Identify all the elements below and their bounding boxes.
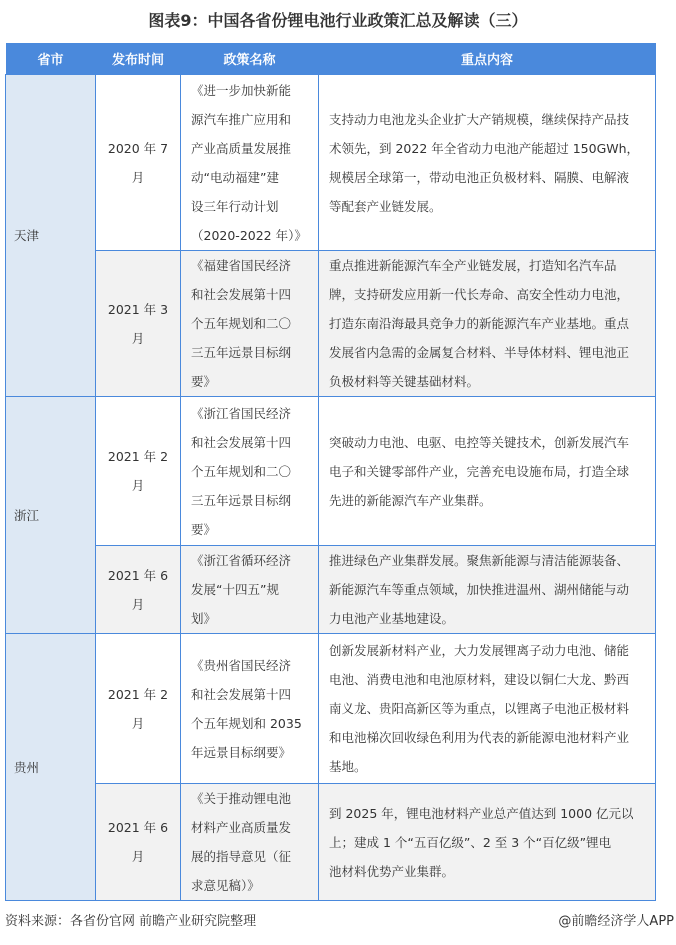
policy-name-cell: 《浙江省国民经济 和社会发展第十四 个五年规划和二〇 三五年远景目标纲 要》 [181,397,319,546]
header-policy-name: 政策名称 [181,43,319,75]
province-cell: 天津 [6,75,96,397]
table-row [6,634,656,784]
content-cell: 创新发展新材料产业，大力发展锂离子动力电池、储能 电池、消费电池和电池原材料，建设以铜仁大龙、黔西 南义龙、贵阳高新区等为重点，以锂离子电池正极材料 和电池梯次回收绿色利用为代表的新能源电池材料产业 基地。 [319,634,656,784]
province-cell: 贵州 [6,634,96,901]
table-row [6,397,656,546]
date-cell: 2021 年 3 月 [96,251,181,397]
header-content: 重点内容 [319,43,656,75]
content-cell: 重点推进新能源汽车全产业链发展，打造知名汽车品 牌，支持研发应用新一代长寿命、高安全性动力电池， 打造东南沿海最具竞争力的新能源汽车产业基地。重点 发展省内急需的金属复合材料、半导体材料、锂电池正 负极材料等关键基础材料。 [319,251,656,397]
content-cell: 到 2025 年，锂电池材料产业总产值达到 1000 亿元以 上；建成 1 个“五百亿级”、2 至 3 个“百亿级”锂电 池材料优势产业集群。 [319,784,656,901]
date-cell: 2021 年 2 月 [96,634,181,784]
policy-table [5,43,656,901]
source-note: 资料来源：各省份官网 前瞻产业研究院整理 [5,914,257,929]
header-date: 发布时间 [96,43,181,75]
table-row [6,251,656,397]
table-row [6,75,656,251]
policy-name-cell: 《关于推动锂电池 材料产业高质量发 展的指导意见（征 求意见稿）》 [181,784,319,901]
policy-name-cell: 《贵州省国民经济 和社会发展第十四 个五年规划和 2035 年远景目标纲要》 [181,634,319,784]
table-header [6,43,656,75]
date-cell: 2021 年 6 月 [96,784,181,901]
date-cell: 2021 年 6 月 [96,546,181,634]
header-province: 省市 [6,43,96,75]
credit-watermark: @前瞻经济学人APP [558,914,674,929]
date-cell: 2020 年 7 月 [96,75,181,251]
policy-name-cell: 《浙江省循环经济 发展“十四五”规 划》 [181,546,319,634]
content-cell: 突破动力电池、电驱、电控等关键技术，创新发展汽车 电子和关键零部件产业，完善充电设施布局，打造全球 先进的新能源汽车产业集群。 [319,397,656,546]
chart-title: 图表9：中国各省份锂电池行业政策汇总及解读（三） [148,11,528,30]
table-row [6,784,656,901]
policy-name-cell: 《进一步加快新能 源汽车推广应用和 产业高质量发展推 动“电动福建”建 设三年行动计划 （2020-2022 年）》 [181,75,319,251]
content-cell: 推进绿色产业集群发展。聚焦新能源与清洁能源装备、 新能源汽车等重点领域，加快推进温州、湖州储能与动 力电池产业基地建设。 [319,546,656,634]
date-cell: 2021 年 2 月 [96,397,181,546]
policy-name-cell: 《福建省国民经济 和社会发展第十四 个五年规划和二〇 三五年远景目标纲 要》 [181,251,319,397]
province-cell: 浙江 [6,397,96,634]
content-cell: 支持动力电池龙头企业扩大产销规模，继续保持产品技 术领先，到 2022 年全省动力电池产能超过 150GWh， 规模居全球第一，带动电池正负极材料、隔膜、电解液 等配套产业链发展。 [319,75,656,251]
table-row [6,546,656,634]
